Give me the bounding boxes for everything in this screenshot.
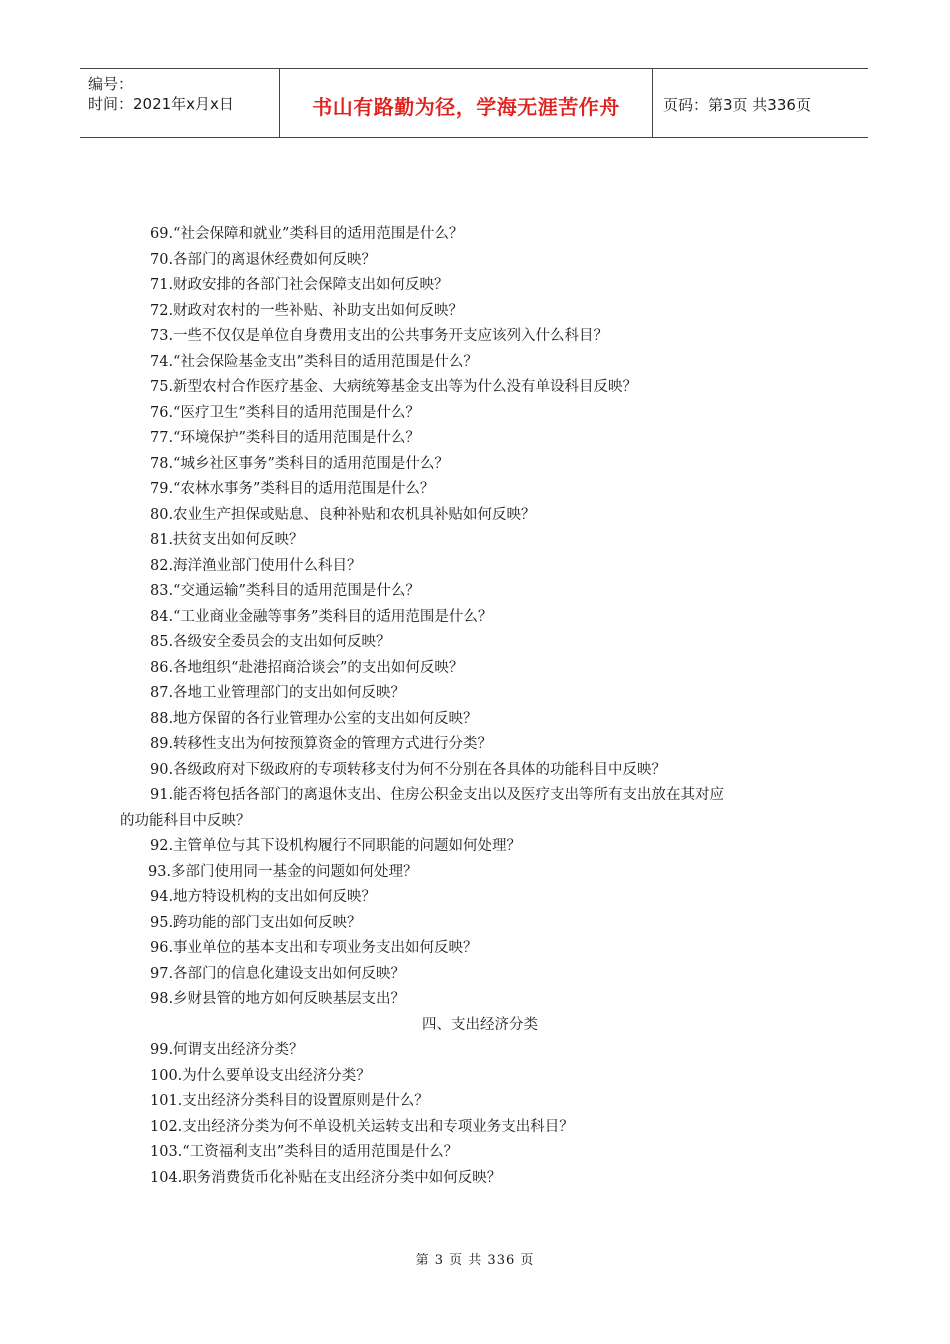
list-item: 77.“环境保护”类科目的适用范围是什么？ bbox=[150, 430, 420, 446]
list-item: 76.“医疗卫生”类科目的适用范围是什么？ bbox=[150, 404, 420, 421]
list-item: 89.转移性支出为何按预算资金的管理方式进行分类？ bbox=[150, 736, 493, 752]
list-item: 102.支出经济分类为何不单设机关运转支出和专项业务支出科目？ bbox=[150, 1118, 574, 1135]
header-page-code: 页码：第3页 共336页 bbox=[663, 96, 811, 114]
list-item: 72.财政对农村的一些补贴、补助支出如何反映？ bbox=[150, 302, 464, 319]
list-item: 96.事业单位的基本支出和专项业务支出如何反映？ bbox=[150, 940, 478, 956]
list-item: 75.新型农村合作医疗基金、大病统筹基金支出等为什么没有单设科目反映？ bbox=[150, 379, 638, 395]
list-item: 81.扶贫支出如何反映？ bbox=[150, 532, 304, 548]
list-item: 104.职务消费货币化补贴在支出经济分类中如何反映？ bbox=[150, 1169, 502, 1186]
header-motto: 书山有路勤为径，学海无涯苦作舟 bbox=[312, 95, 620, 119]
list-item: 95.跨功能的部门支出如何反映？ bbox=[150, 914, 362, 931]
document-time-label: 时间：2021年x月x日 bbox=[88, 95, 234, 113]
list-item: 92.主管单位与其下设机构履行不同职能的问题如何处理？ bbox=[150, 838, 522, 854]
list-item-continuation: 的功能科目中反映？ bbox=[120, 812, 251, 829]
list-item: 94.地方特设机构的支出如何反映？ bbox=[150, 889, 377, 905]
list-item: 87.各地工业管理部门的支出如何反映？ bbox=[150, 685, 406, 701]
list-item: 82.海洋渔业部门使用什么科目？ bbox=[150, 557, 362, 574]
list-item: 98.乡财县管的地方如何反映基层支出？ bbox=[150, 991, 406, 1007]
list-item: 103.“工资福利支出”类科目的适用范围是什么？ bbox=[150, 1144, 459, 1160]
header-page-cell bbox=[653, 69, 868, 137]
list-item: 85.各级安全委员会的支出如何反映？ bbox=[150, 634, 391, 650]
list-item: 86.各地组织“赴港招商洽谈会”的支出如何反映？ bbox=[150, 659, 464, 676]
list-item: 97.各部门的信息化建设支出如何反映？ bbox=[150, 965, 406, 982]
document-number-label: 编号： bbox=[88, 75, 134, 93]
list-item: 74.“社会保险基金支出”类科目的适用范围是什么？ bbox=[150, 353, 478, 370]
list-item: 79.“农林水事务”类科目的适用范围是什么？ bbox=[150, 481, 435, 497]
list-item: 80.农业生产担保或贴息、良种补贴和农机具补贴如何反映？ bbox=[150, 506, 536, 523]
page-footer: 第 3 页 共 336 页 bbox=[415, 1253, 535, 1268]
list-item: 84.“工业商业金融等事务”类科目的适用范围是什么？ bbox=[150, 608, 493, 625]
list-item: 99.何谓支出经济分类？ bbox=[150, 1042, 304, 1058]
list-item: 71.财政安排的各部门社会保障支出如何反映？ bbox=[150, 277, 449, 293]
section-heading: 四、支出经济分类 bbox=[422, 1016, 538, 1033]
list-item: 70.各部门的离退休经费如何反映？ bbox=[150, 251, 377, 268]
page-header bbox=[80, 68, 868, 138]
list-item: 88.地方保留的各行业管理办公室的支出如何反映？ bbox=[150, 710, 478, 727]
list-item: 101.支出经济分类科目的设置原则是什么？ bbox=[150, 1093, 429, 1109]
list-item: 78.“城乡社区事务”类科目的适用范围是什么？ bbox=[150, 455, 449, 472]
list-item: 90.各级政府对下级政府的专项转移支付为何不分别在各具体的功能科目中反映？ bbox=[150, 761, 667, 778]
list-item: 83.“交通运输”类科目的适用范围是什么？ bbox=[150, 583, 420, 599]
header-motto-cell bbox=[280, 69, 653, 137]
list-item: 73.一些不仅仅是单位自身费用支出的公共事务开支应该列入什么科目？ bbox=[150, 328, 609, 344]
list-item: 91.能否将包括各部门的离退休支出、住房公积金支出以及医疗支出等所有支出放在其对应 bbox=[150, 787, 725, 803]
list-item: 100.为什么要单设支出经济分类？ bbox=[150, 1067, 371, 1084]
list-item: 93.多部门使用同一基金的问题如何处理？ bbox=[148, 863, 418, 880]
list-item: 69.“社会保障和就业”类科目的适用范围是什么？ bbox=[150, 226, 464, 242]
header-info-cell bbox=[80, 69, 280, 137]
